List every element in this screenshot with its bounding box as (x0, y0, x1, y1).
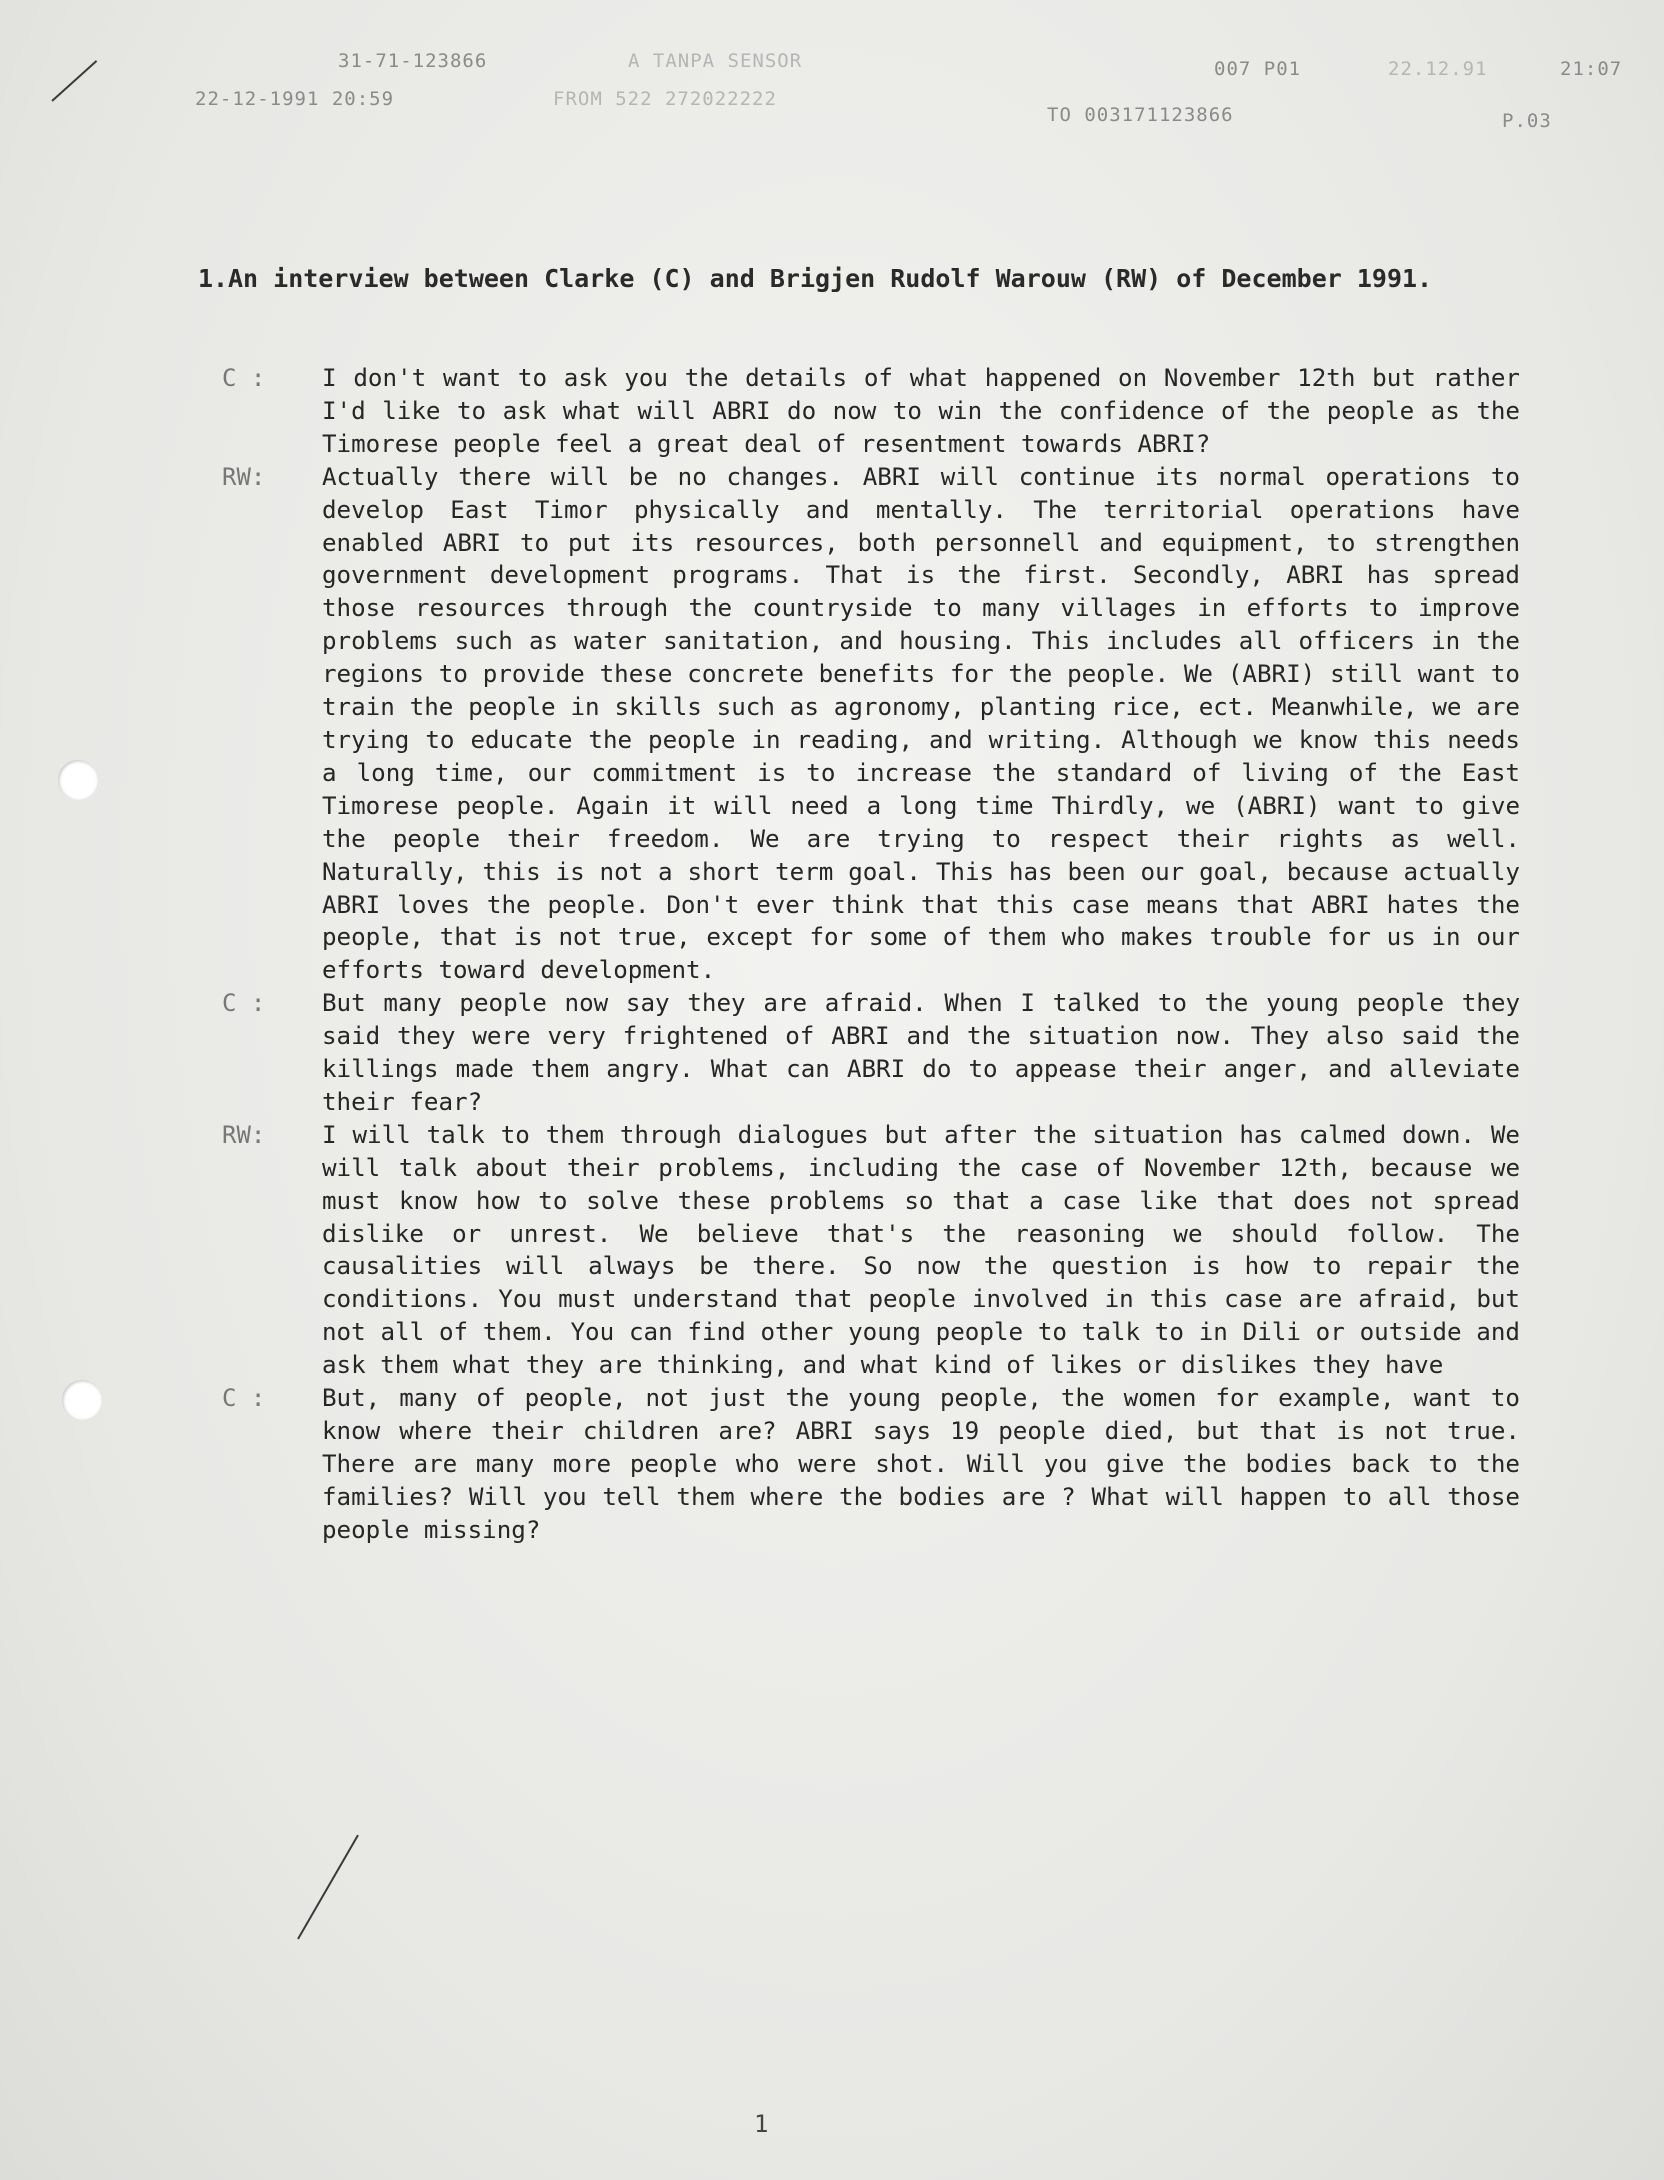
entry-text: But many people now say they are afraid. When I talked to the young people they said they were very frightened of ABRI and the situation now. They also said the killings made them angry. What can ABRI do to appease their anger, and alleviate their fear? (322, 989, 1520, 1116)
punch-hole (58, 760, 98, 800)
interview-body (222, 362, 1522, 1547)
fax-code: 007 P01 (1214, 58, 1302, 80)
entry-text: But, many of people, not just the young people, the women for example, want to know where their children are? ABRI says 19 people died, but that is not true. There are many more people who were shot. Will you give the bodies back to the families? Will you tell them where the bodies are ? What will happen to all those people missing? (322, 1384, 1520, 1544)
fax-receive-time: 21:07 (1560, 58, 1623, 80)
speaker-label: C : (222, 364, 266, 392)
interview-entry (222, 987, 1522, 1119)
entry-text: I will talk to them through dialogues but after the situation has calmed down. We will talk about their problems, including the case of November 12th, because we must know how to solve these problems so that a case like that does not spread dislike or unrest. We believe that's the reasoning we should follow. The causalities will always be there. So now the question is how to repair the conditions. You must understand that people involved in this case are afraid, but not all of them. You can find other young people to talk to in Dili or outside and ask them what they are thinking, and what kind of likes or dislikes they have (322, 1120, 1520, 1380)
fax-send-date: 22-12-1991 20:59 (195, 88, 395, 110)
interview-entry (222, 1382, 1522, 1547)
interview-entry (222, 362, 1522, 461)
punch-hole (62, 1380, 102, 1420)
speaker-label: C : (222, 1384, 266, 1413)
section-number: 1. (198, 264, 229, 293)
entry-text: Actually there will be no changes. ABRI will continue its normal operations to develop East Timor physically and mentally. The territorial operations have enabled ABRI to put its resources, both personnell and equipment, to strengthen government development programs. That is the first. Secondly, ABRI has spread those resources through the countryside to many villages in efforts to improve problems such as water sanitation, and housing. This includes all officers in the regions to provide these concrete benefits for the people. We (ABRI) still want to train the people in skills such as agronomy, planting rice, ect. Meanwhile, we are trying to educate the people in reading, and writing. Although we know this needs a long time, our commitment is to increase the standard of living of the East Timorese people. Again it will need a long time Thirdly, we (ABRI) want to give the people their freedom. We are trying to respect their rights as well. Naturally, this is not a short term goal. This has been our goal, because actually ABRI loves the people. Don't ever think that this case means that ABRI hates the people, that is not true, except for some of them who makes trouble for us in our efforts toward development. (322, 462, 1520, 985)
title-text: An interview between Clarke (C) and Brigjen Rudolf Warouw (RW) of December 1991. (228, 264, 1433, 293)
entry-text: I don't want to ask you the details of what happened on November 12th but rather I'd like to ask what will ABRI do now to win the confidence of the people as the Timorese people feel a great deal of resentment towards ABRI? (322, 364, 1520, 458)
document-title (198, 262, 1528, 296)
interview-entry (222, 1119, 1522, 1382)
fax-from-line: FROM 522 272022222 (553, 88, 777, 110)
fax-to-line: TO 003171123866 (1047, 104, 1234, 126)
page-number: 1 (754, 2110, 769, 2138)
interview-entry (222, 461, 1522, 988)
pen-stroke-mark (51, 60, 97, 102)
fax-sender-name: A TANPA SENSOR (628, 50, 803, 72)
speaker-label: C : (222, 989, 266, 1018)
fax-page-marker: P.03 (1502, 110, 1552, 132)
pen-stroke-mark (297, 1835, 359, 1940)
fax-number-line: 31-71-123866 (338, 50, 488, 72)
speaker-label: RW: (222, 1120, 266, 1149)
fax-receive-date: 22.12.91 (1388, 58, 1488, 80)
speaker-label: RW: (222, 462, 266, 491)
